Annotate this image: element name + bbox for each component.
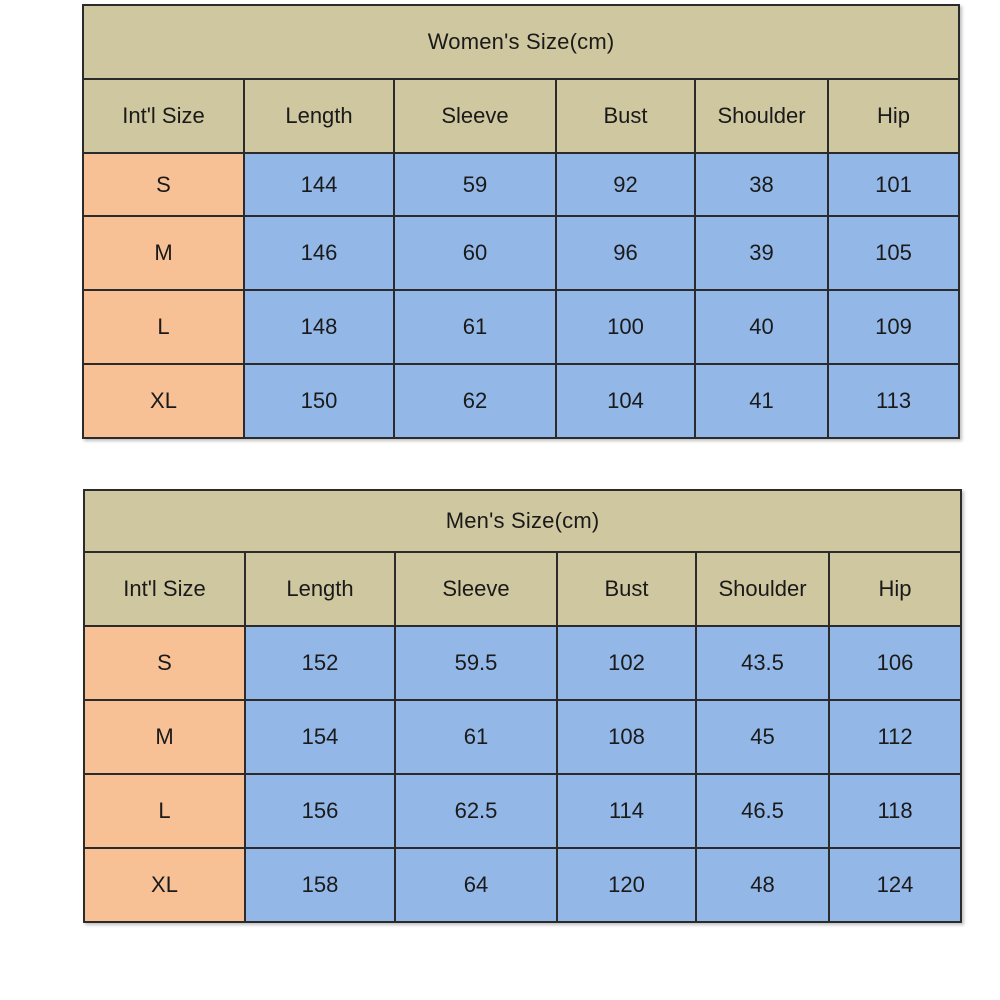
table-row [84,626,961,700]
bust-cell: 104 [556,364,695,438]
size-label-cell: XL [83,364,244,438]
sleeve-cell: 62.5 [395,774,557,848]
size-label-cell: M [84,700,245,774]
table-row [84,774,961,848]
sleeve-cell: 64 [395,848,557,922]
bust-cell: 120 [557,848,696,922]
shoulder-cell: 41 [695,364,828,438]
sleeve-cell: 61 [395,700,557,774]
shoulder-cell: 46.5 [696,774,829,848]
bust-cell: 96 [556,216,695,290]
length-cell: 152 [245,626,395,700]
table-row [84,700,961,774]
bust-cell: 102 [557,626,696,700]
hip-cell: 112 [829,700,961,774]
hip-cell: 124 [829,848,961,922]
column-header-intl-size: Int'l Size [84,552,245,626]
column-header-bust: Bust [556,79,695,153]
length-cell: 146 [244,216,394,290]
sleeve-cell: 61 [394,290,556,364]
table-row [83,216,959,290]
table-header-row [83,79,959,153]
table-row [83,290,959,364]
shoulder-cell: 48 [696,848,829,922]
women-size-table [82,4,960,439]
shoulder-cell: 39 [695,216,828,290]
sleeve-cell: 59.5 [395,626,557,700]
column-header-length: Length [244,79,394,153]
hip-cell: 118 [829,774,961,848]
column-header-intl-size: Int'l Size [83,79,244,153]
sleeve-cell: 59 [394,153,556,216]
shoulder-cell: 38 [695,153,828,216]
sleeve-cell: 62 [394,364,556,438]
bust-cell: 100 [556,290,695,364]
column-header-shoulder: Shoulder [696,552,829,626]
sleeve-cell: 60 [394,216,556,290]
table-title-row [83,5,959,79]
shoulder-cell: 45 [696,700,829,774]
men-size-table [83,489,962,923]
length-cell: 144 [244,153,394,216]
table-row [83,153,959,216]
column-header-sleeve: Sleeve [394,79,556,153]
hip-cell: 113 [828,364,959,438]
table-row [84,848,961,922]
bust-cell: 108 [557,700,696,774]
size-label-cell: S [83,153,244,216]
column-header-length: Length [245,552,395,626]
size-label-cell: L [84,774,245,848]
length-cell: 156 [245,774,395,848]
length-cell: 158 [245,848,395,922]
table-row [83,364,959,438]
column-header-hip: Hip [829,552,961,626]
table-title-row [84,490,961,552]
shoulder-cell: 40 [695,290,828,364]
bust-cell: 114 [557,774,696,848]
length-cell: 150 [244,364,394,438]
column-header-hip: Hip [828,79,959,153]
bust-cell: 92 [556,153,695,216]
hip-cell: 105 [828,216,959,290]
size-label-cell: L [83,290,244,364]
table-header-row [84,552,961,626]
size-label-cell: S [84,626,245,700]
men-table-title: Men's Size(cm) [84,490,961,552]
shoulder-cell: 43.5 [696,626,829,700]
hip-cell: 101 [828,153,959,216]
women-table-title: Women's Size(cm) [83,5,959,79]
size-label-cell: XL [84,848,245,922]
column-header-bust: Bust [557,552,696,626]
column-header-shoulder: Shoulder [695,79,828,153]
column-header-sleeve: Sleeve [395,552,557,626]
hip-cell: 109 [828,290,959,364]
hip-cell: 106 [829,626,961,700]
size-label-cell: M [83,216,244,290]
length-cell: 154 [245,700,395,774]
length-cell: 148 [244,290,394,364]
